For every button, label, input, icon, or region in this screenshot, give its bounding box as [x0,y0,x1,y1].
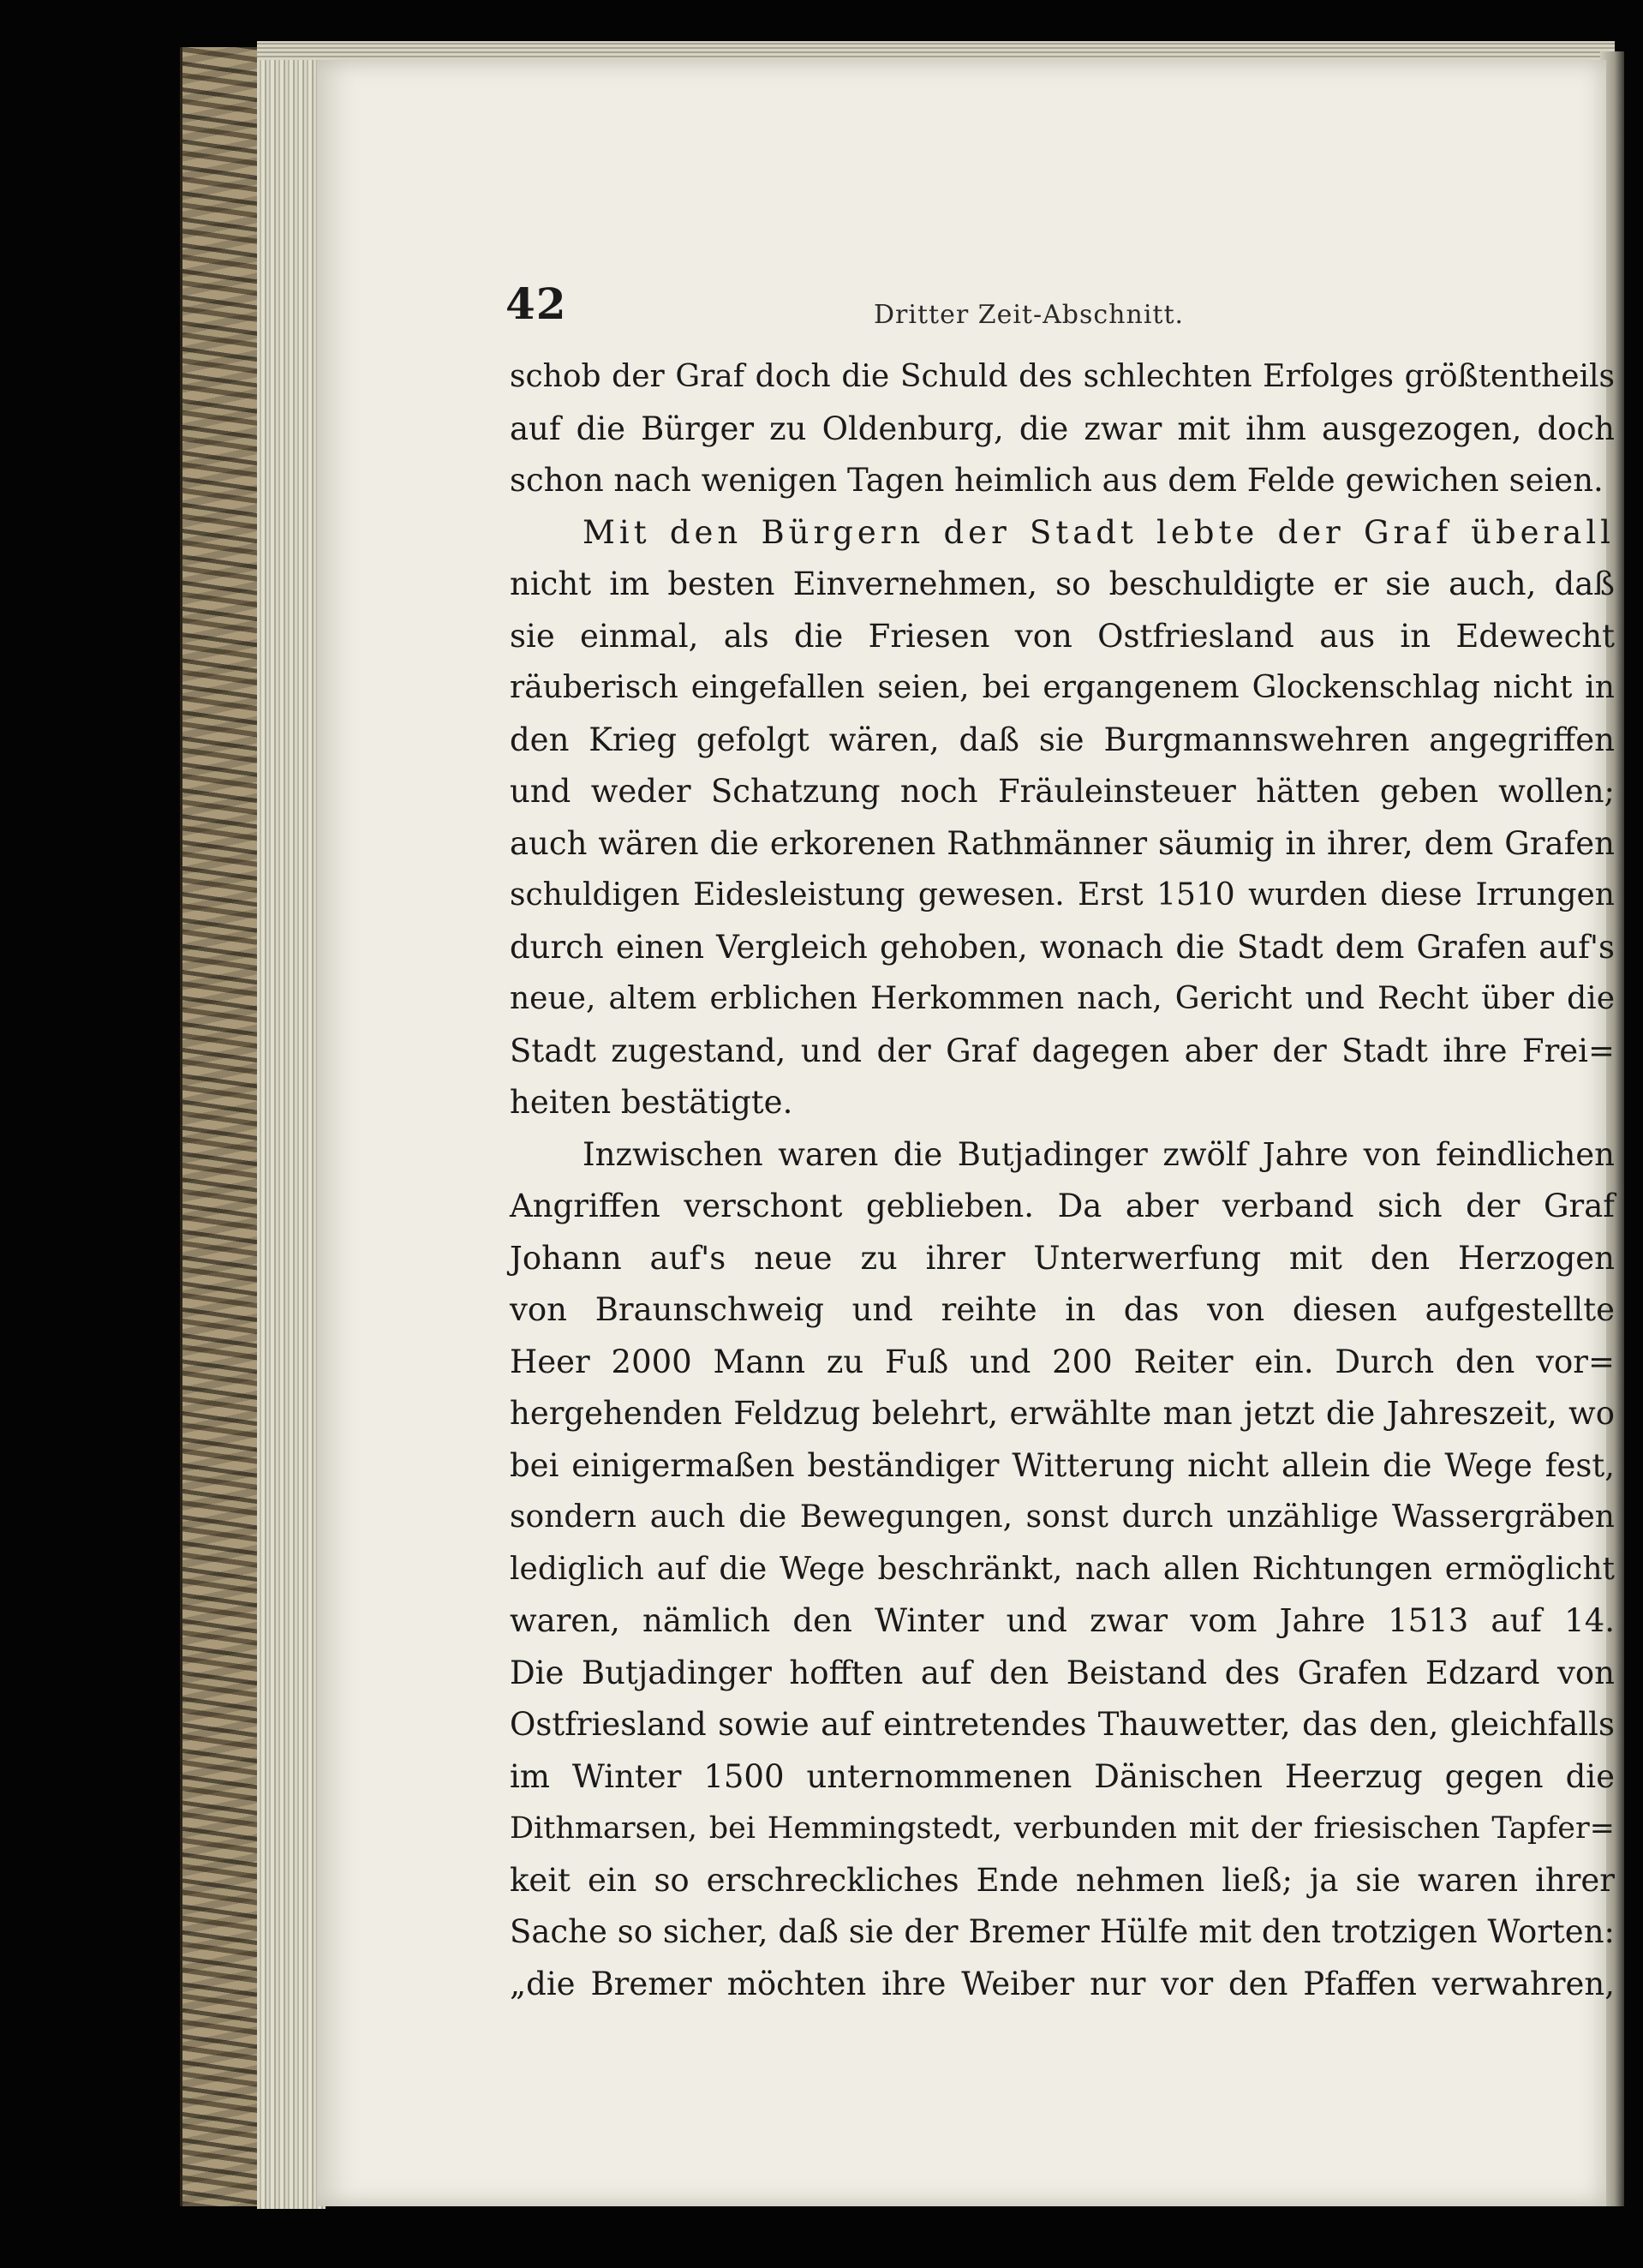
text-line: Sache so sicher, daß sie der Bremer Hülfe mit den trotzigen Worten: [510,1913,1615,1950]
running-head: Dritter Zeit-Abschnitt. [874,300,1185,330]
text-line: schuldigen Eidesleistung gewesen. Erst 1510 wurden diese Irrungen [510,877,1615,913]
text-line: schon nach wenigen Tagen heimlich aus dem Felde gewichen seien. [510,462,1604,499]
text-line: durch einen Vergleich gehoben, wonach die Stadt dem Grafen auf's [510,928,1615,966]
page-top-edge [257,41,1615,60]
text-line: keit ein so erschreckliches Ende nehmen ließ; ja sie waren ihrer [510,1861,1615,1899]
text-line: „die Bremer möchten ihre Weiber nur vor den Pfaffen verwahren, [510,1965,1615,2002]
text-line: schob der Graf doch die Schuld des schlechten Erfolges größtentheils [510,359,1615,394]
text-line: Dithmarsen, bei Hemmingstedt, verbunden mit der friesischen Tapfer= [510,1811,1615,1846]
text-line: Mit den Bürgern der Stadt lebte der Graf überall [583,513,1615,551]
text-line: Stadt zugestand, und der Graf dagegen aber der Stadt ihre Frei= [510,1032,1615,1069]
text-line: waren, nämlich den Winter und zwar vom Jahre 1513 auf 14. [510,1602,1615,1639]
text-line: sondern auch die Bewegungen, sonst durch unzählige Wassergräben [510,1499,1615,1535]
text-line: lediglich auf die Wege beschränkt, nach allen Richtungen ermöglicht [510,1551,1615,1587]
body-text [510,351,1615,2010]
text-line: nicht im besten Einvernehmen, so beschuldigte er sie auch, daß [510,566,1615,602]
text-line: Heer 2000 Mann zu Fuß und 200 Reiter ein. Durch den vor= [510,1343,1615,1380]
paragraph-1 [510,351,1615,507]
page-number: 42 [505,278,567,329]
text-line: heiten bestätigte. [510,1084,793,1121]
page-header [317,227,1606,330]
marbled-cover-edge [180,47,264,2206]
text-line: auf die Bürger zu Oldenburg, die zwar mit ihm ausgezogen, doch [510,410,1615,447]
paragraph-3 [510,1129,1615,2011]
book-page [317,60,1615,2206]
text-line: neue, altem erblichen Herkommen nach, Gericht und Recht über die [510,981,1615,1016]
text-line: Die Butjadinger hofften auf den Beistand des Grafen Edzard von [510,1654,1615,1691]
text-line: auch wären die erkorenen Rathmänner säumig in ihrer, dem Grafen [510,824,1615,862]
text-line: Angriffen verschont geblieben. Da aber verband sich der Graf [510,1188,1615,1224]
text-line: im Winter 1500 unternommenen Dänischen Heerzug gegen die [510,1757,1615,1795]
text-line: sie einmal, als die Friesen von Ostfriesland aus in Edewecht [510,617,1615,655]
text-line: von Braunschweig und reihte in das von diesen aufgestellte [510,1291,1615,1328]
text-line: Ostfriesland sowie auf eintretendes Thauwetter, das den, gleichfalls [510,1706,1615,1743]
text-line: und weder Schatzung noch Fräuleinsteuer hätten geben wollen; [510,773,1615,810]
page-stack-edge [257,50,326,2209]
text-line: bei einigermaßen beständiger Witterung nicht allein die Wege fest, [510,1446,1615,1484]
text-line: Inzwischen waren die Butjadinger zwölf Jahre von feindlichen [583,1135,1615,1173]
text-line: Johann auf's neue zu ihrer Unterwerfung mit den Herzogen [510,1239,1615,1277]
paragraph-2 [510,507,1615,1129]
text-line: den Krieg gefolgt wären, daß sie Burgmannswehren angegriffen [510,721,1615,758]
text-line: räuberisch eingefallen seien, bei ergangenem Glockenschlag nicht in [510,670,1615,705]
text-line: hergehenden Feldzug belehrt, erwählte man jetzt die Jahreszeit, wo [510,1395,1615,1432]
